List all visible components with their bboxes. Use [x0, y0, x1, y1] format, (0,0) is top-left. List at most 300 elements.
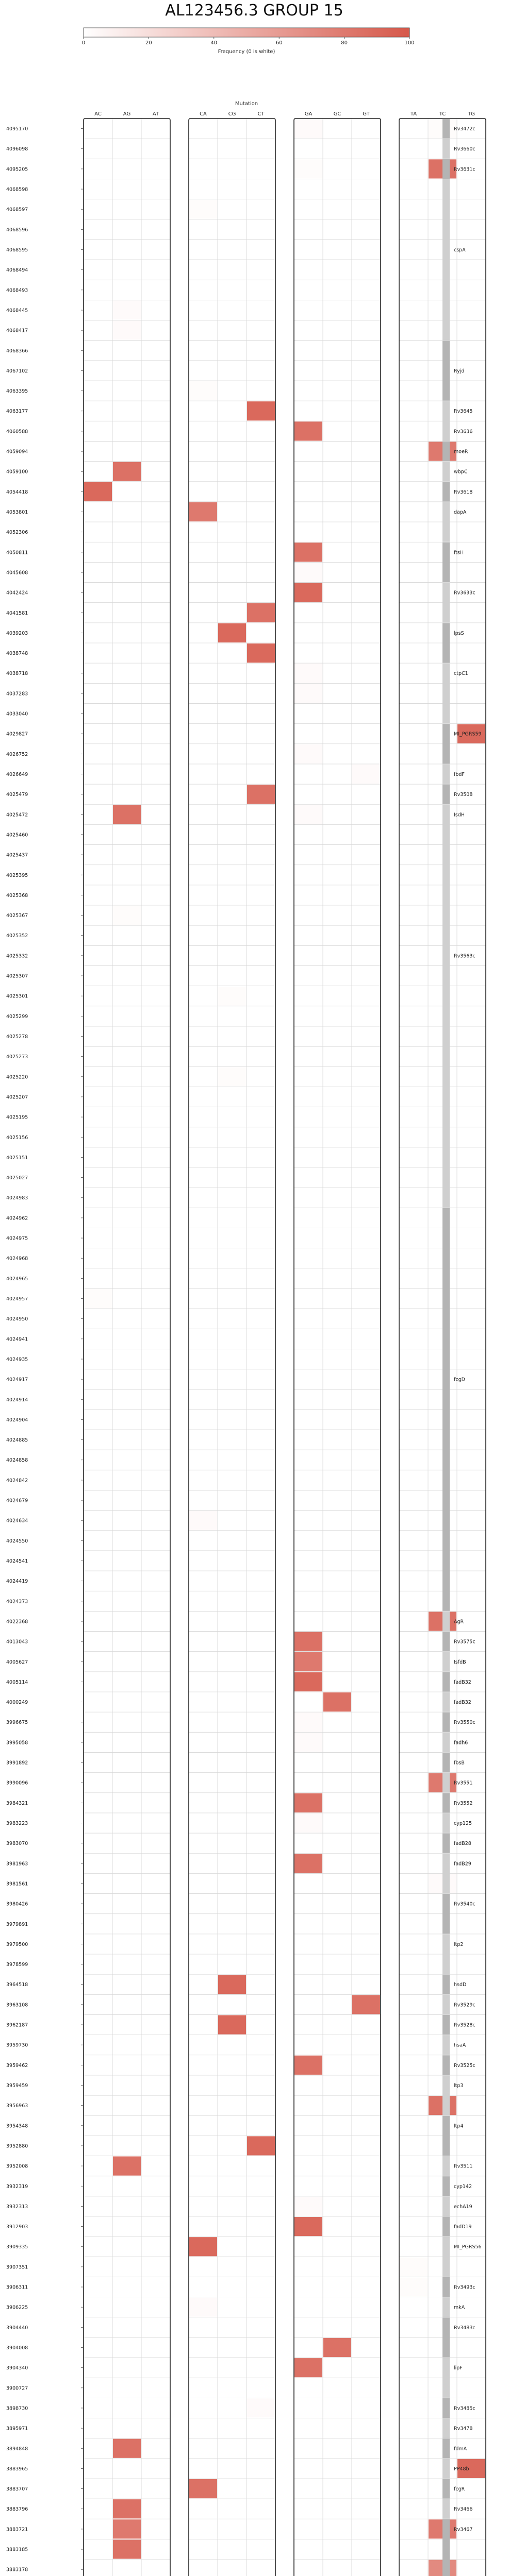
row-label: 4024904 [6, 1417, 28, 1423]
colorbar-label: Frequency (0 is white) [218, 49, 275, 55]
heatmap-cell [218, 987, 246, 1006]
annotation-band [442, 2519, 450, 2576]
annotation-band [442, 2116, 450, 2156]
row-label: 4026649 [6, 772, 28, 777]
column-label-top: CT [257, 111, 265, 117]
row-label: 4060588 [6, 429, 28, 435]
annotation-band [442, 724, 450, 764]
heatmap-cell [294, 119, 322, 138]
row-label: 3898730 [6, 2405, 28, 2412]
row-label: 4059100 [6, 469, 28, 475]
row-label: 4052306 [6, 530, 28, 536]
column-label-top: TC [439, 111, 446, 117]
gene-label: Rv3563c [454, 953, 475, 959]
gene-label: Rv3636 [454, 429, 473, 435]
annotation-band [442, 2217, 450, 2236]
annotation-band [442, 2277, 450, 2297]
row-label: 4068595 [6, 247, 28, 253]
row-label: 4068445 [6, 308, 28, 314]
annotation-band [442, 2196, 450, 2216]
gene-label: cspA [454, 247, 466, 253]
gene-label: Rv3511 [454, 2163, 473, 2170]
row-label: 4025278 [6, 1034, 28, 1040]
annotation-band [442, 1995, 450, 2014]
heatmap-cell [189, 2298, 217, 2317]
row-label: 4025460 [6, 832, 28, 838]
row-label: 4024373 [6, 1599, 28, 1605]
annotation-band [442, 1692, 450, 1712]
heatmap-cell [294, 744, 322, 764]
row-label: 3963108 [6, 2002, 28, 2008]
colorbar-tick-label: 40 [210, 40, 218, 46]
row-label: 4024914 [6, 1397, 28, 1403]
row-label: 4038718 [6, 671, 28, 677]
gene-label: ltp2 [454, 1941, 464, 1947]
annotation-band [442, 1632, 450, 1651]
row-label: 4024679 [6, 1498, 28, 1504]
annotation-band [442, 583, 450, 622]
annotation-band [442, 1834, 450, 1853]
gene-label: fadB32 [454, 1679, 471, 1685]
row-label: 4025368 [6, 892, 28, 899]
heatmap-cell [247, 401, 275, 420]
heatmap-cell [247, 643, 275, 663]
row-label: 3995058 [6, 1740, 28, 1746]
heatmap-cell [218, 623, 246, 642]
gene-label: Rv3466 [454, 2506, 473, 2513]
annotation-band [442, 785, 450, 804]
row-label: 4024419 [6, 1579, 28, 1585]
gene-label: Rv3478 [454, 2426, 473, 2432]
colorbar-tick-label: 20 [145, 40, 152, 46]
heatmap-cell [294, 1854, 322, 1873]
heatmap-cell [400, 2277, 428, 2296]
gene-label: fbsB [454, 1760, 465, 1766]
row-label: 4095170 [6, 126, 28, 132]
row-label: 3983070 [6, 1841, 28, 1847]
row-label: 4025195 [6, 1114, 28, 1121]
row-label: 4059094 [6, 449, 28, 455]
row-label: 3900727 [6, 2385, 28, 2392]
row-label: 4037283 [6, 691, 28, 697]
row-label: 3980426 [6, 1901, 28, 1907]
colorbar-tick-label: 100 [404, 40, 415, 46]
heatmap-cell [84, 1289, 112, 1308]
heatmap-cell [84, 482, 112, 501]
row-label: 4025273 [6, 1054, 28, 1060]
annotation-band [442, 2055, 450, 2075]
row-label: 3979500 [6, 1941, 28, 1947]
gene-label: ltp3 [454, 2083, 464, 2089]
heatmap-cell [113, 321, 141, 340]
row-label: 4025437 [6, 852, 28, 858]
heatmap-cell [218, 2015, 246, 2034]
heatmap-cell [294, 421, 322, 440]
row-label: 4054418 [6, 489, 28, 495]
annotation-band [442, 1612, 450, 1631]
annotation-band [442, 341, 450, 400]
gene-label: Rv3552 [454, 1800, 473, 1806]
row-label: 4050811 [6, 550, 28, 556]
heatmap-cell [294, 543, 322, 562]
row-label: 4024941 [6, 1336, 28, 1343]
gene-label: MI_PGRS56 [454, 2244, 482, 2250]
row-label: 4000249 [6, 1700, 28, 1706]
row-label: 4042424 [6, 590, 28, 596]
row-label: 4045608 [6, 570, 28, 576]
row-label: 4024634 [6, 1518, 28, 1524]
row-label: 3909335 [6, 2244, 28, 2250]
gene-label: fadB29 [454, 1861, 471, 1867]
heatmap-cell [352, 765, 380, 784]
row-label: 3959459 [6, 2083, 28, 2089]
annotation-band [442, 1934, 450, 1974]
row-label: 3907351 [6, 2264, 28, 2270]
gene-label: Rv3645 [454, 409, 473, 415]
annotation-band [442, 543, 450, 582]
heatmap-cell [323, 2338, 351, 2357]
heatmap-cell [294, 2217, 322, 2236]
heatmap-cell [294, 159, 322, 178]
row-label: 3906311 [6, 2284, 28, 2291]
heatmap-cell [113, 2499, 141, 2518]
column-label-top: GT [363, 111, 370, 117]
row-label: 4025307 [6, 973, 28, 979]
heatmap-cell [352, 1995, 380, 2014]
gene-label: Rv3472c [454, 126, 475, 132]
row-label: 3981963 [6, 1861, 28, 1867]
row-label: 3894848 [6, 2446, 28, 2452]
row-label: 3904440 [6, 2325, 28, 2331]
heatmap-cell [294, 583, 322, 602]
gene-label: fadB32 [454, 1700, 471, 1706]
row-label: 4024550 [6, 1538, 28, 1544]
gene-label: fadD19 [454, 2224, 472, 2230]
heatmap-cell [294, 664, 322, 683]
heatmap-cell [189, 2237, 217, 2256]
gene-label: Rv3540c [454, 1901, 475, 1907]
annotation-band [442, 2035, 450, 2055]
gene-label: Rv3550c [454, 1720, 475, 1726]
row-label: 4024983 [6, 1195, 28, 1201]
gene-label: hsaA [454, 2042, 466, 2048]
row-label: 4029827 [6, 731, 28, 737]
gene-label: IsdH [454, 812, 465, 818]
row-tick-labels [6, 126, 84, 2576]
annotation-band [442, 2479, 450, 2499]
annotation-band [442, 159, 450, 179]
gene-label: ctpC1 [454, 671, 468, 677]
row-label: 3990096 [6, 1780, 28, 1786]
row-label: 4024950 [6, 1316, 28, 1323]
row-label: 3883178 [6, 2567, 28, 2573]
colorbar-tick-label: 0 [81, 40, 86, 46]
gene-annotation-bar [442, 119, 482, 2576]
annotation-band [442, 179, 450, 340]
heatmap-cell [189, 1511, 217, 1530]
row-label: 4095205 [6, 166, 28, 173]
heatmap-cell [247, 603, 275, 622]
annotation-band [442, 623, 450, 663]
row-label: 4068493 [6, 287, 28, 294]
column-label-top: CA [200, 111, 207, 117]
row-label: 4025472 [6, 812, 28, 818]
row-label: 4024885 [6, 1437, 28, 1444]
annotation-band [442, 1733, 450, 1752]
gene-label: Rv3467 [454, 2527, 473, 2533]
gene-label: wbpC [454, 469, 468, 475]
row-label: 4068494 [6, 267, 28, 274]
annotation-band [442, 139, 450, 159]
annotation-band [442, 482, 450, 501]
gene-label: Ryjd [454, 368, 465, 374]
annotation-band [442, 1894, 450, 1934]
gene-label: Rv3618 [454, 489, 473, 495]
heatmap-cell [294, 805, 322, 824]
row-label: 3964518 [6, 1982, 28, 1988]
heatmap-cell [294, 2358, 322, 2377]
row-label: 3981561 [6, 1881, 28, 1887]
gene-label: cyp125 [454, 1821, 472, 1826]
heatmap-cell [294, 1672, 322, 1691]
heatmap-cell [189, 381, 217, 400]
gene-label: hsdD [454, 1982, 467, 1988]
row-label: 3883185 [6, 2547, 28, 2553]
colorbar-tick-label: 60 [275, 40, 283, 46]
gene-label: Rv3631c [454, 166, 475, 173]
heatmap-cell [294, 2056, 322, 2075]
row-label: 3932319 [6, 2183, 28, 2190]
heatmap-cell [189, 2479, 217, 2498]
annotation-band [442, 1753, 450, 1772]
x-axis-title-top: Mutation [235, 101, 258, 107]
column-label-top: AT [152, 111, 159, 117]
heatmap-cell [113, 906, 141, 925]
heatmap-cell [189, 502, 217, 521]
row-label: 3959462 [6, 2062, 28, 2069]
row-label: 4025352 [6, 933, 28, 939]
heatmap-cell [294, 1793, 322, 1812]
colorbar-tick-label: 80 [341, 40, 348, 46]
row-label: 4025367 [6, 913, 28, 919]
row-label: 4025220 [6, 1074, 28, 1080]
row-label: 3932313 [6, 2204, 28, 2210]
row-label: 4024858 [6, 1458, 28, 1464]
row-label: 4068597 [6, 207, 28, 213]
annotation-band [442, 1208, 450, 1611]
annotation-band [442, 1854, 450, 1893]
gene-label: dapA [454, 510, 467, 515]
row-label: 4024975 [6, 1235, 28, 1242]
gene-label: AgR [454, 1619, 464, 1625]
heatmap-cell [294, 563, 322, 582]
row-label: 3952008 [6, 2163, 28, 2170]
gene-label: IsfdB [454, 1659, 466, 1665]
column-label-top: AG [123, 111, 131, 117]
row-label: 4005627 [6, 1659, 28, 1665]
row-label: 4038748 [6, 651, 28, 657]
gene-label: Rv3528c [454, 2022, 475, 2028]
annotation-band [442, 1975, 450, 1994]
heatmap-cell [294, 2197, 322, 2216]
heatmap-cell [323, 1692, 351, 1711]
row-label: 3952880 [6, 2143, 28, 2149]
row-label: 3895971 [6, 2426, 28, 2432]
annotation-band [442, 1813, 450, 1833]
heatmap-cell [294, 1652, 322, 1671]
row-label: 4053801 [6, 510, 28, 515]
chart-title: AL123456.3 GROUP 15 [165, 2, 343, 20]
gene-label: MI_PGRS59 [454, 731, 482, 737]
column-label-top: GA [304, 111, 313, 117]
row-label: 3904340 [6, 2365, 28, 2371]
row-label: 4025299 [6, 1013, 28, 1020]
row-label: 3904008 [6, 2345, 28, 2351]
column-label-top: GC [333, 111, 341, 117]
annotation-band [442, 119, 450, 139]
row-label: 4024917 [6, 1377, 28, 1383]
row-label: 4024935 [6, 1357, 28, 1363]
heatmap-cell [294, 1713, 322, 1732]
row-label: 3984321 [6, 1800, 28, 1806]
annotation-band [442, 2418, 450, 2438]
annotation-band [442, 2237, 450, 2277]
heatmap-cell [113, 2519, 141, 2538]
annotation-band [442, 2317, 450, 2357]
row-label: 3883796 [6, 2506, 28, 2513]
gene-label: Rv3508 [454, 792, 473, 798]
row-label: 3954348 [6, 2123, 28, 2129]
heatmap-cell [113, 2157, 141, 2176]
column-label-top: CG [228, 111, 236, 117]
row-label: 3956963 [6, 2103, 28, 2109]
row-label: 4013043 [6, 1639, 28, 1645]
row-label: 4025207 [6, 1094, 28, 1100]
gene-label: fcgD [454, 1377, 465, 1383]
heatmap-cell [294, 1632, 322, 1651]
heatmap-cell [218, 1067, 246, 1086]
annotation-band [442, 664, 450, 723]
row-label: 4025479 [6, 792, 28, 798]
gene-label: Rv3575c [454, 1639, 475, 1645]
row-label: 4005114 [6, 1679, 28, 1685]
annotation-band [442, 2075, 450, 2115]
row-label: 4068598 [6, 187, 28, 193]
row-label: 4024968 [6, 1256, 28, 1262]
gene-label: fbdF [454, 772, 465, 777]
row-label: 3959730 [6, 2042, 28, 2048]
gene-label: Rv3483c [454, 2325, 475, 2331]
gene-label: fcgR [454, 2486, 465, 2493]
heatmap-cell [113, 300, 141, 319]
row-label: 3983223 [6, 1821, 28, 1826]
row-label: 4067102 [6, 368, 28, 374]
row-label: 4024962 [6, 1215, 28, 1222]
gene-label: Rv3493c [454, 2284, 475, 2291]
heatmap-cell [189, 200, 217, 219]
heatmap-cell [113, 805, 141, 824]
annotation-band [442, 442, 450, 461]
heatmap-cell [294, 1814, 322, 1833]
gene-label: lipF [454, 2365, 463, 2371]
row-label: 3991892 [6, 1760, 28, 1766]
annotation-band [442, 805, 450, 1208]
heatmap-cell [247, 2136, 275, 2155]
gene-label: Rv3529c [454, 2002, 475, 2008]
gene-label: fadB28 [454, 1841, 471, 1847]
row-label: 4068366 [6, 348, 28, 354]
row-label: 4024965 [6, 1276, 28, 1282]
gene-label: fdmA [454, 2446, 467, 2452]
row-label: 4039203 [6, 630, 28, 636]
heatmap-cell [247, 2398, 275, 2417]
row-label: 4025156 [6, 1134, 28, 1141]
annotation-band [442, 1672, 450, 1691]
colorbar-gradient [84, 28, 409, 37]
annotation-band [442, 1652, 450, 1671]
row-label: 3996675 [6, 1720, 28, 1726]
heatmap-cell [400, 2257, 428, 2276]
heatmap-cell [113, 462, 141, 481]
row-label: 4068596 [6, 227, 28, 233]
row-label: 4063177 [6, 409, 28, 415]
annotation-band [442, 401, 450, 441]
row-label: 4025395 [6, 872, 28, 878]
gene-label: PP48b [454, 2466, 469, 2472]
gene-label: mkA [454, 2304, 465, 2311]
annotation-band [442, 2156, 450, 2176]
gene-label: Rv3633c [454, 590, 475, 596]
annotation-band [442, 2499, 450, 2519]
row-label: 3979891 [6, 1921, 28, 1927]
gene-label: Rv3525c [454, 2062, 475, 2069]
gene-label: ftsH [454, 550, 464, 556]
row-label: 4041581 [6, 610, 28, 616]
row-label: 4025301 [6, 993, 28, 999]
annotation-band [442, 2398, 450, 2418]
colorbar [82, 28, 415, 46]
column-label-top: TA [410, 111, 417, 117]
annotation-band [442, 502, 450, 541]
heatmap-cell [113, 2539, 141, 2558]
row-label: 3962187 [6, 2022, 28, 2028]
heatmap-cell [294, 684, 322, 703]
gene-label: Rv3660c [454, 146, 475, 152]
row-label: 3883965 [6, 2466, 28, 2472]
annotation-band [442, 1773, 450, 1792]
annotation-band [442, 2438, 450, 2458]
annotation-band [442, 1793, 450, 1812]
heatmap-cell [247, 785, 275, 804]
gene-label: Rv3485c [454, 2405, 475, 2412]
row-label: 4096098 [6, 146, 28, 152]
annotation-band [442, 1713, 450, 1732]
annotation-band [442, 764, 450, 784]
gene-label: cyp142 [454, 2183, 472, 2190]
row-label: 4026752 [6, 751, 28, 757]
column-label-top: AC [94, 111, 102, 117]
annotation-band [442, 462, 450, 481]
annotation-band [442, 2015, 450, 2035]
row-label: 4033040 [6, 711, 28, 717]
annotation-band [442, 2176, 450, 2196]
row-label: 4024842 [6, 1478, 28, 1484]
row-label: 4025151 [6, 1155, 28, 1161]
panel-C [189, 111, 275, 2576]
gene-label: fadh6 [454, 1740, 468, 1746]
annotation-band [442, 2297, 450, 2317]
heatmap-cell [294, 1733, 322, 1752]
